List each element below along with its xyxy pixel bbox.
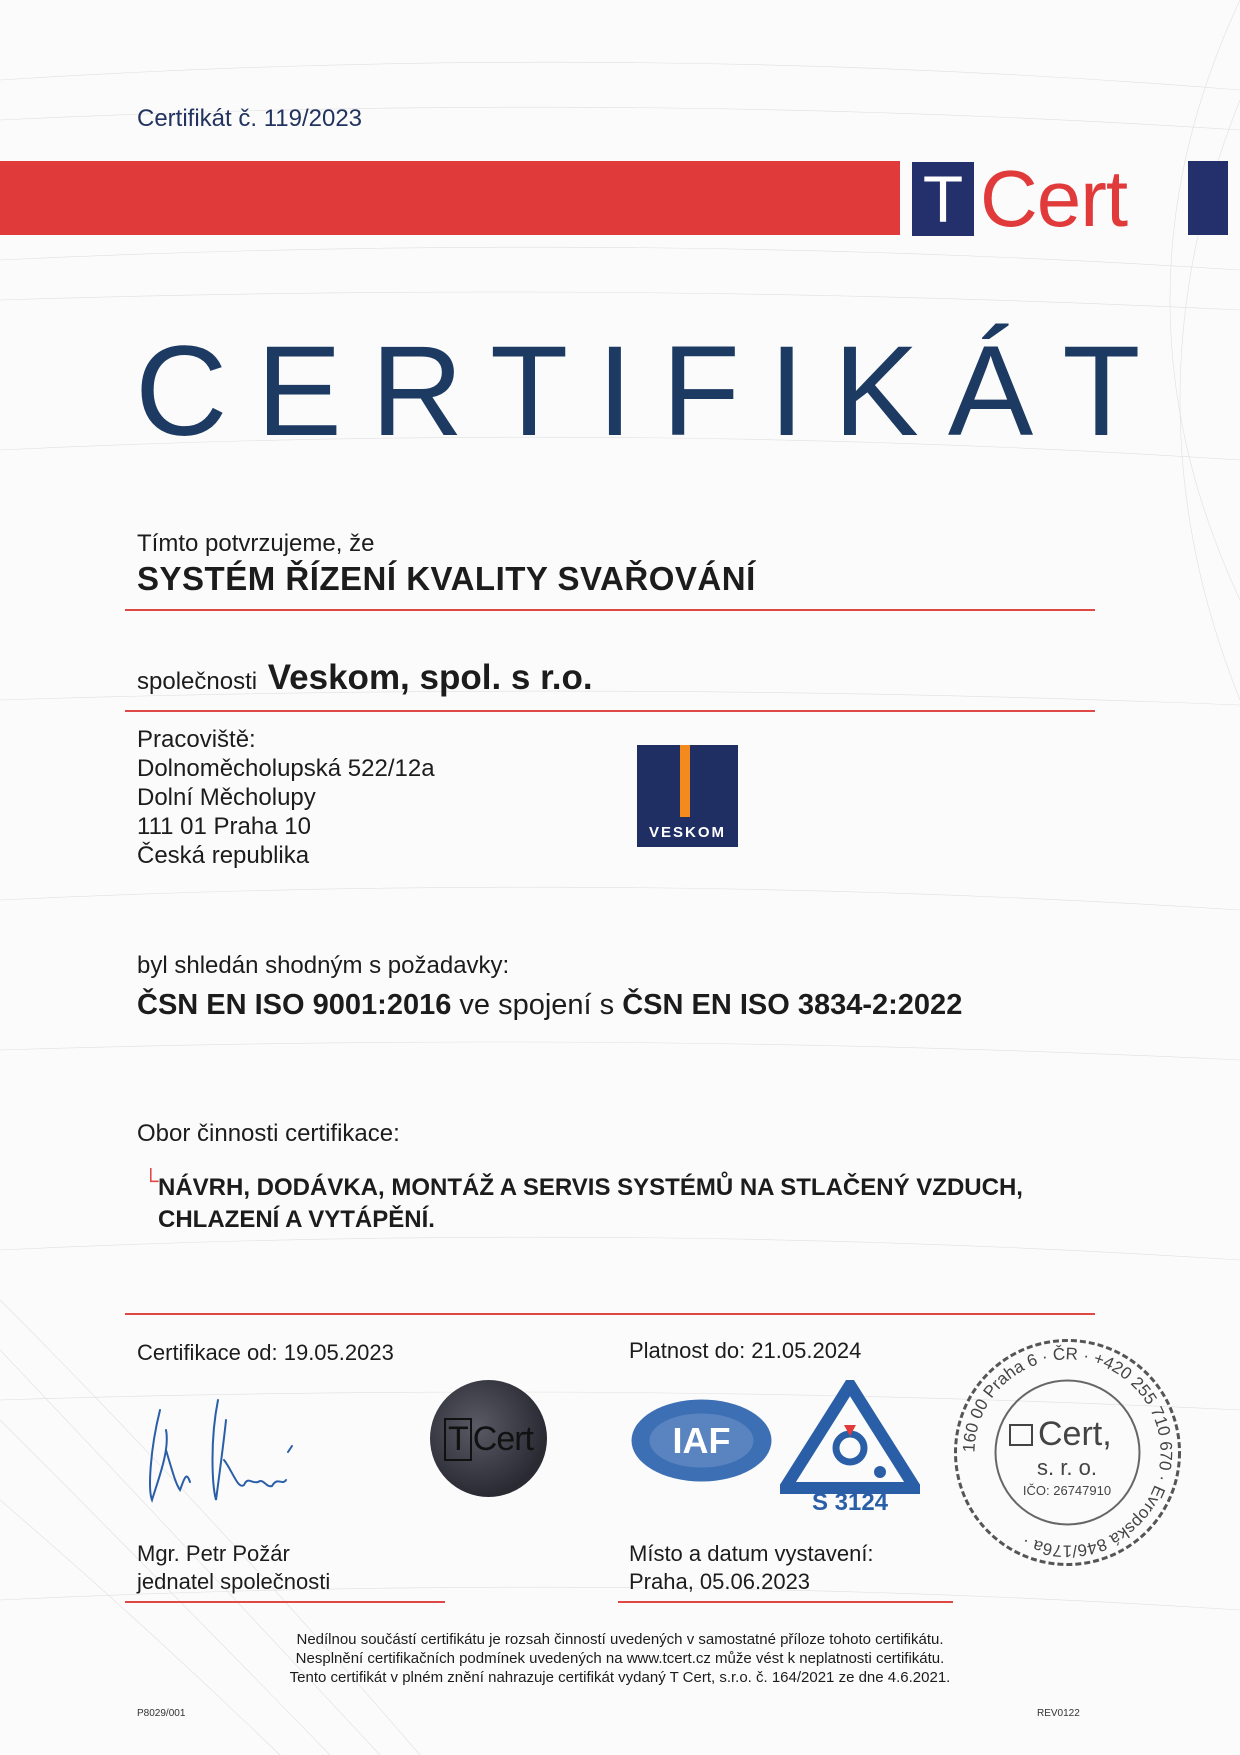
address-line: Dolní Měcholupy xyxy=(137,784,316,811)
system-name: SYSTÉM ŘÍZENÍ KVALITY SVAŘOVÁNÍ xyxy=(137,560,756,597)
confirm-text: Tímto potvrzujeme, že xyxy=(137,530,375,557)
valid-until: Platnost do: 21.05.2024 xyxy=(629,1338,862,1363)
signer-name: Mgr. Petr Požár xyxy=(137,1541,290,1566)
scope-bullet-icon: └ xyxy=(143,1168,159,1193)
scope-label: Obor činnosti certifikace: xyxy=(137,1120,400,1147)
standards-connector: ve spojení s xyxy=(451,989,623,1021)
veskom-logo-text: VESKOM xyxy=(648,824,726,841)
signature-image xyxy=(140,1390,310,1510)
address-label: Pracoviště: xyxy=(137,726,256,753)
workplace-address xyxy=(137,725,435,870)
company-prefix: společnosti xyxy=(137,668,258,695)
certification-from: Certifikace od: 19.05.2023 xyxy=(137,1340,394,1365)
divider xyxy=(125,1601,445,1603)
footer-line: Nesplnění certifikačních podmínek uvedených na www.tcert.cz může vést k neplatnosti certifikátu. xyxy=(295,1650,945,1667)
divider xyxy=(125,1313,1095,1315)
certificate-number: Certifikát č. 119/2023 xyxy=(137,105,363,132)
document-code-left: P8029/001 xyxy=(137,1708,186,1719)
signer-block xyxy=(137,1540,330,1596)
stamp-company: Cert, xyxy=(1038,1415,1112,1453)
address-line: Dolnoměcholupská 522/12a xyxy=(137,755,435,782)
stamp-sro: s. r. o. xyxy=(1037,1455,1097,1480)
place-label: Místo a datum vystavení: xyxy=(629,1541,874,1566)
iaf-logo xyxy=(630,1398,773,1483)
stamp-ring-text: 160 00 Praha 6 · ČR · +420 255 710 670 · Evropská 846/176a · xyxy=(959,1344,1176,1561)
address-line: Česká republika xyxy=(137,842,310,869)
red-header-band xyxy=(0,161,900,235)
cai-number: S 3124 xyxy=(811,1489,889,1515)
stamp-ico: IČO: 26747910 xyxy=(1022,1483,1112,1498)
certificate-title: CERTIFIKÁT xyxy=(135,320,1170,463)
place-value: Praha, 05.06.2023 xyxy=(629,1569,811,1594)
hologram-seal xyxy=(430,1380,547,1497)
tcert-logo-t: T xyxy=(912,162,974,236)
scope-text: NÁVRH, DODÁVKA, MONTÁŽ A SERVIS SYSTÉMŮ NA STLAČENÝ VZDUCH, CHLAZENÍ A VYTÁPĚNÍ. xyxy=(158,1174,1023,1233)
company-name: Veskom, spol. s r.o. xyxy=(267,658,593,697)
company-stamp xyxy=(950,1335,1185,1570)
veskom-logo xyxy=(637,745,738,847)
cai-accreditation-logo xyxy=(780,1380,920,1515)
requirements-intro: byl shledán shodným s požadavky: xyxy=(137,952,510,979)
footer-line: Nedílnou součástí certifikátu je rozsah činností uvedených v samostatné příloze tohoto certifikátu. xyxy=(296,1631,944,1648)
tcert-logo-cert: Cert xyxy=(980,154,1128,243)
divider xyxy=(618,1601,953,1603)
signer-role: jednatel společnosti xyxy=(137,1569,331,1594)
standard-secondary: ČSN EN ISO 3834-2:2022 xyxy=(622,989,963,1021)
footer-line: Tento certifikát v plném znění nahrazuje certifikát vydaný T Cert, s.r.o. č. 164/2021 ze dne 4.6.2021. xyxy=(289,1669,951,1686)
tcert-logo xyxy=(912,154,1128,243)
company-line xyxy=(137,658,593,698)
standards xyxy=(137,989,962,1022)
document-code-right: REV0122 xyxy=(1037,1708,1080,1719)
iaf-logo-text: IAF xyxy=(672,1420,731,1461)
divider xyxy=(125,710,1095,712)
place-block xyxy=(629,1540,874,1596)
veskom-logo-stripe xyxy=(680,745,690,817)
address-line: 111 01 Praha 10 xyxy=(137,813,311,840)
divider xyxy=(125,609,1095,611)
hologram-seal-text: T Cert xyxy=(430,1418,547,1461)
footer-notes xyxy=(200,1630,1040,1687)
navy-header-bar xyxy=(1188,161,1228,235)
standard-primary: ČSN EN ISO 9001:2016 xyxy=(137,989,452,1021)
